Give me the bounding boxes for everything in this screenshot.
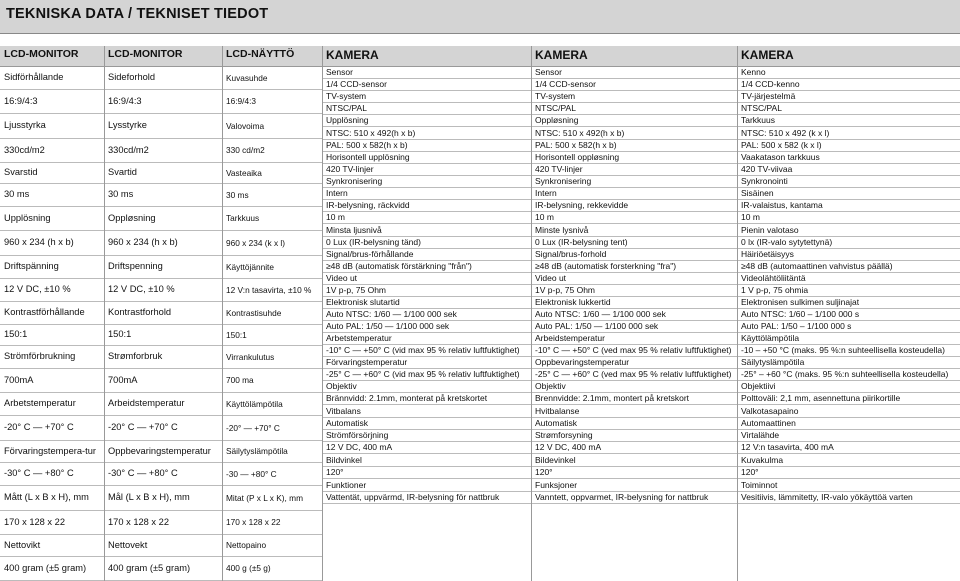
table-cell: NTSC/PAL [322,103,531,115]
table-cell: 150:1 [222,325,322,346]
title-bar [0,0,960,34]
table-cell: 700mA [0,369,104,393]
table-cell: Elektronisk lukkertid [531,297,737,309]
table-cell: 330cd/m2 [104,139,222,163]
table-cell: 700mA [104,369,222,393]
table-cell: Driftspänning [0,256,104,279]
table-cell: -10° C — +50° C (ved max 95 % relativ luftfuktighet) [531,345,737,357]
column-1 [0,46,104,581]
table-cell: -10 – +50 °C (maks. 95 %:n suhteellisella kosteudella) [737,345,960,357]
table-cell: Oppløsning [531,115,737,127]
table-cell: Säilytyslämpötila [737,357,960,369]
table-cell: -25° C — +60° C (vid max 95 % relativ luftfuktighet) [322,369,531,381]
table-cell: TV-system [322,91,531,103]
table-cell: Minsta ljusnivå [322,224,531,237]
column-3 [222,46,322,581]
table-cell: Synkronointi [737,176,960,188]
table-cell: Pienin valotaso [737,224,960,237]
table-cell: Kenno [737,67,960,79]
column-4 [322,46,531,504]
table-cell: Arbeidstemperatur [531,333,737,345]
table-cell: Ljusstyrka [0,114,104,139]
table-cell: 10 m [531,212,737,224]
table-cell: Elektronisen sulkimen suljinajat [737,297,960,309]
table-cell: Vanntett, oppvarmet, IR-belysning for nattbruk [531,492,737,504]
table-cell: 1/4 CCD-sensor [322,79,531,91]
table-cell: Bildvinkel [322,454,531,467]
table-cell: Toiminnot [737,479,960,492]
table-cell: Strømforbruk [104,346,222,369]
table-cell: IR-belysning, rekkevidde [531,200,737,212]
table-cell: -20° — +70° C [222,416,322,441]
table-cell: Nettopaino [222,535,322,557]
table-cell: Förvaringstemperatur [322,357,531,369]
table-cell: Arbetstemperatur [322,333,531,345]
table-cell: Käyttölämpötila [737,333,960,345]
table-cell: Sensor [531,67,737,79]
table-cell: Nettovekt [104,535,222,557]
table-cell: Automatisk [531,418,737,430]
table-cell: 120° [531,467,737,479]
table-cell: 420 TV-linjer [322,164,531,176]
table-cell: Vitbalans [322,405,531,418]
table-cell: 150:1 [104,325,222,346]
table-cell: Valovoima [222,114,322,139]
table-cell: Kuvakulma [737,454,960,467]
table-cell: 170 x 128 x 22 [0,511,104,535]
table-cell: Mitat (P x L x K), mm [222,486,322,511]
column-header: LCD-MONITOR [104,46,222,67]
table-cell: 10 m [322,212,531,224]
table-cell: 16:9/4:3 [104,90,222,114]
table-cell: NTSC/PAL [531,103,737,115]
table-cell: NTSC: 510 x 492(h x b) [322,127,531,140]
table-cell: PAL: 500 x 582 (k x l) [737,140,960,152]
table-cell: Käyttöjännite [222,256,322,279]
table-cell: 12 V DC, 400 mA [531,442,737,454]
table-cell: -20° C — +70° C [0,416,104,441]
table-cell: Tarkkuus [737,115,960,127]
table-cell: 30 ms [104,184,222,207]
table-cell: Sensor [322,67,531,79]
table-cell: -10° C — +50° C (vid max 95 % relativ luftfuktighet) [322,345,531,357]
table-cell: Auto PAL: 1/50 – 1/100 000 s [737,321,960,333]
table-cell: NTSC: 510 x 492 (k x l) [737,127,960,140]
table-cell: Kontrastisuhde [222,302,322,325]
table-cell: IR-belysning, räckvidd [322,200,531,212]
table-cell: ≥48 dB (automatisk forsterkning "fra") [531,261,737,273]
table-cell: Tarkkuus [222,207,322,231]
table-cell: Nettovikt [0,535,104,557]
table-cell: PAL: 500 x 582(h x b) [322,140,531,152]
table-cell: Video ut [531,273,737,285]
table-cell: -20° C — +70° C [104,416,222,441]
column-divider [531,46,532,581]
table-cell: Signal/brus-förhållande [322,249,531,261]
table-cell: 170 x 128 x 22 [222,511,322,535]
table-cell: 12 V:n tasavirta, 400 mA [737,442,960,454]
table-cell: Objektiivi [737,381,960,393]
table-cell: Auto PAL: 1/50 — 1/100 000 sek [531,321,737,333]
table-cell: Vattentät, uppvärmd, IR-belysning för nattbruk [322,492,531,504]
table-cell: Lysstyrke [104,114,222,139]
table-cell: Brännvidd: 2.1mm, monterat på kretskortet [322,393,531,405]
table-cell: Upplösning [0,207,104,231]
table-cell: -30 — +80° C [222,463,322,486]
table-cell: Objektiv [531,381,737,393]
table-cell: 10 m [737,212,960,224]
column-divider [737,46,738,581]
table-cell: Oppbevaringstemperatur [104,441,222,463]
table-cell: 120° [322,467,531,479]
table-cell: Sidförhållande [0,67,104,90]
table-cell: Videolähtöliitäntä [737,273,960,285]
table-cell: Brennvidde: 2.1mm, montert på kretskort [531,393,737,405]
table-cell: Auto NTSC: 1/60 – 1/100 000 s [737,309,960,321]
column-header: LCD-NÄYTTÖ [222,46,322,67]
table-cell: Kontrastforhold [104,302,222,325]
table-cell: 420 TV-viivaa [737,164,960,176]
table-cell: 330 cd/m2 [222,139,322,163]
table-cell: NTSC: 510 x 492(h x b) [531,127,737,140]
table-cell: -25° – +60 °C (maks. 95 %:n suhteellisella kosteudella) [737,369,960,381]
table-cell: 0 lx (IR-valo sytytettynä) [737,237,960,249]
table-cell: Intern [322,188,531,200]
table-cell: Sisäinen [737,188,960,200]
table-cell: Häiriöetäisyys [737,249,960,261]
table-cell: 120° [737,467,960,479]
table-cell: -25° C — +60° C (ved max 95 % relativ luftfuktighet) [531,369,737,381]
table-cell: -30° C — +80° C [0,463,104,486]
table-cell: 150:1 [0,325,104,346]
table-cell: Polttoväli: 2,1 mm, asennettuna piirikortille [737,393,960,405]
table-cell: Elektronisk slutartid [322,297,531,309]
table-cell: 12 V DC, ±10 % [104,279,222,302]
column-2 [104,46,222,581]
table-cell: 1 V p-p, 75 ohmia [737,285,960,297]
table-cell: 30 ms [0,184,104,207]
table-cell: Vesitiivis, lämmitetty, IR-valo yökäyttöä varten [737,492,960,504]
table-cell: Arbetstemperatur [0,393,104,416]
table-cell: 400 gram (±5 gram) [0,557,104,581]
table-cell: 330cd/m2 [0,139,104,163]
table-cell: Horisontell oppløsning [531,152,737,164]
table-cell: 420 TV-linjer [531,164,737,176]
table-cell: 16:9/4:3 [222,90,322,114]
column-divider [222,46,223,581]
table-cell: -30° C — +80° C [104,463,222,486]
table-cell: Minste lysnivå [531,224,737,237]
column-divider [104,46,105,581]
table-cell: TV-järjestelmä [737,91,960,103]
table-cell: 12 V DC, ±10 % [0,279,104,302]
table-cell: 960 x 234 (k x l) [222,231,322,256]
table-cell: Arbeidstemperatur [104,393,222,416]
table-cell: Bildevinkel [531,454,737,467]
table-cell: Hvitbalanse [531,405,737,418]
table-cell: Horisontell upplösning [322,152,531,164]
table-cell: Strømforsyning [531,430,737,442]
table-cell: Mål (L x B x H), mm [104,486,222,511]
table-cell: Video ut [322,273,531,285]
table-cell: Strömförbrukning [0,346,104,369]
table-cell: ≥48 dB (automaattinen vahvistus päällä) [737,261,960,273]
table-cell: Oppbevaringstemperatur [531,357,737,369]
table-cell: PAL: 500 x 582(h x b) [531,140,737,152]
table-cell: Funktioner [322,479,531,492]
table-cell: Mått (L x B x H), mm [0,486,104,511]
table-cell: 960 x 234 (h x b) [0,231,104,256]
table-cell: Svarstid [0,163,104,184]
table-cell: Objektiv [322,381,531,393]
table-cell: Kontrastförhållande [0,302,104,325]
table-cell: 1V p-p, 75 Ohm [531,285,737,297]
table-cell: Intern [531,188,737,200]
table-cell: Strömförsörjning [322,430,531,442]
table-cell: 12 V DC, 400 mA [322,442,531,454]
table-cell: Käyttölämpötila [222,393,322,416]
table-cell: Sideforhold [104,67,222,90]
table-cell: 170 x 128 x 22 [104,511,222,535]
table-cell: Auto NTSC: 1/60 — 1/100 000 sek [531,309,737,321]
column-header: LCD-MONITOR [0,46,104,67]
table-cell: 30 ms [222,184,322,207]
table-cell: Virrankulutus [222,346,322,369]
table-cell: Virtalähde [737,430,960,442]
column-5 [531,46,737,504]
table-cell: NTSC/PAL [737,103,960,115]
table-cell: 1/4 CCD-sensor [531,79,737,91]
table-cell: Säilytyslämpötila [222,441,322,463]
table-cell: Valkotasapaino [737,405,960,418]
table-cell: Upplösning [322,115,531,127]
table-cell: 400 gram (±5 gram) [104,557,222,581]
column-header: KAMERA [322,46,531,67]
table-cell: Kuvasuhde [222,67,322,90]
table-cell: Förvaringstempera-tur [0,441,104,463]
table-cell: Auto NTSC: 1/60 — 1/100 000 sek [322,309,531,321]
table-cell: Vaakatason tarkkuus [737,152,960,164]
table-cell: Svartid [104,163,222,184]
table-cell: 16:9/4:3 [0,90,104,114]
table-cell: Vasteaika [222,163,322,184]
column-divider [322,46,323,581]
table-cell: ≥48 dB (automatisk förstärkning "från") [322,261,531,273]
table-cell: 1V p-p, 75 Ohm [322,285,531,297]
table-cell: Signal/brus-forhold [531,249,737,261]
column-header: KAMERA [737,46,960,67]
table-cell: Driftspenning [104,256,222,279]
page-title: TEKNISKA DATA / TEKNISET TIEDOT [6,6,269,22]
table-cell: 12 V:n tasavirta, ±10 % [222,279,322,302]
column-6 [737,46,960,504]
table-cell: 0 Lux (IR-belysning tänd) [322,237,531,249]
table-cell: 700 ma [222,369,322,393]
table-cell: Automaattinen [737,418,960,430]
table-cell: 0 Lux (IR-belysning tent) [531,237,737,249]
table-cell: TV-system [531,91,737,103]
table-cell: Funksjoner [531,479,737,492]
table-cell: Oppløsning [104,207,222,231]
table-cell: Automatisk [322,418,531,430]
table-cell: Synkronisering [322,176,531,188]
table-cell: IR-valaistus, kantama [737,200,960,212]
table-cell: 400 g (±5 g) [222,557,322,581]
column-header: KAMERA [531,46,737,67]
table-cell: 1/4 CCD-kenno [737,79,960,91]
table-cell: Auto PAL: 1/50 — 1/100 000 sek [322,321,531,333]
table-cell: 960 x 234 (h x b) [104,231,222,256]
table-cell: Synkronisering [531,176,737,188]
